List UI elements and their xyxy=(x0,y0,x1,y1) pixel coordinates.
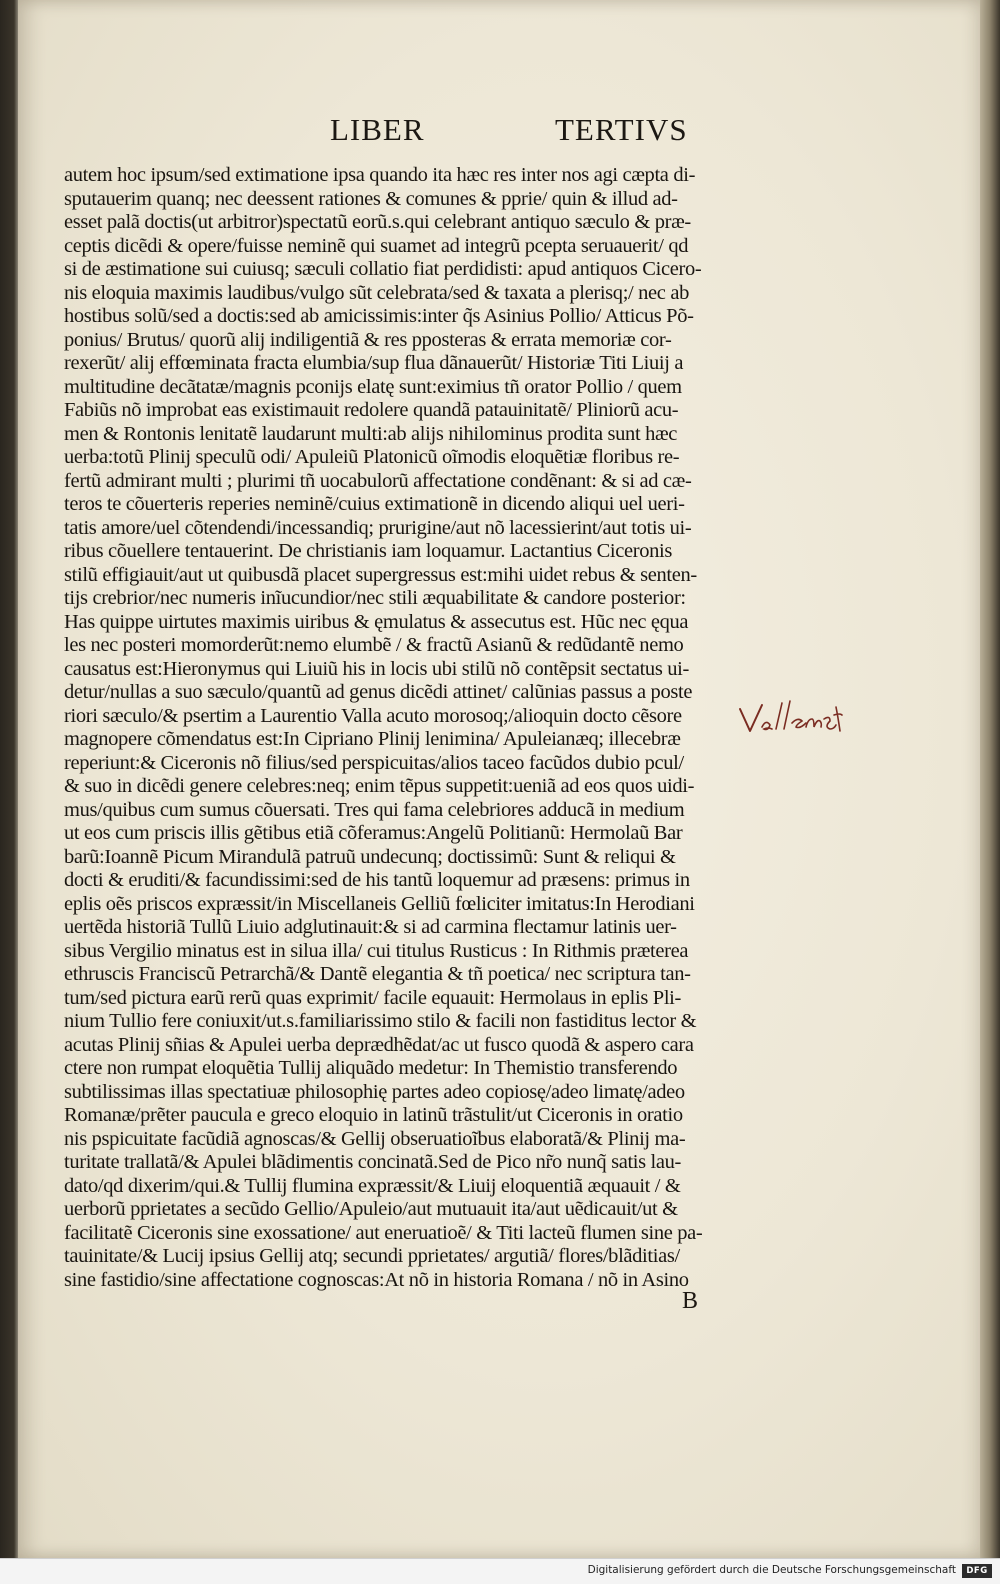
signature-mark: B xyxy=(682,1288,699,1314)
text-line: eplis oẽs priscos expræssit/in Miscellaneis Gelliũ fœliciter imitatus:In Herodiani xyxy=(64,892,695,915)
text-line: Fabiũs nõ improbat eas existimauit redolere quandã patauinitatẽ/ Pliniorũ acu- xyxy=(64,399,679,421)
text-line: men & Rontonis lenitatẽ laudarunt multi:ab alijs nihilominus prodita sunt hæc xyxy=(64,422,678,445)
funding-credit: Digitalisierung gefördert durch die Deutsche Forschungsgemeinschaft xyxy=(587,1564,956,1576)
text-line: detur/nullas a suo sæculo/quantũ ad genus dicẽdi attinet/ calũnias passus a poste xyxy=(64,681,693,703)
text-line: reperiunt:& Ciceronis nõ filius/sed perspicuitas/alios taceo facũdos dubio pcul/ xyxy=(64,751,684,774)
text-line: tauinitate/& Lucij ipsius Gellij atq; secundi pprietates/ argutiã/ flores/blãditias/ xyxy=(64,1245,680,1267)
text-line: uerborũ pprietates a secũdo Gellio/Apuleio/aut mutuauit ita/aut uẽdicauit/ut & xyxy=(64,1198,678,1220)
text-line: subtilissimas illas spectatiuæ philosophię partes adeo copiosę/adeo limatę/adeo xyxy=(64,1080,685,1103)
text-line: causatus est:Hieronymus qui Liuiũ his in locis ubi stilũ nõ contẽpsit sectatus ui- xyxy=(64,657,689,680)
text-line: facilitatẽ Ciceronis sine exossatione/ aut eneruatioẽ/ & Titi lacteũ flumen sine pa- xyxy=(64,1221,703,1244)
text-line: sputauerim quanq; nec deessent rationes & comunes & pprie/ quin & illud ad- xyxy=(64,187,678,210)
text-line: tum/sed pictura earũ rerũ quas exprimit/ facile equauit: Hermolaus in eplis Pli- xyxy=(64,986,681,1009)
text-line: Romanæ/prẽter paucula e greco eloquio in latinũ trãstulit/ut Ciceronis in oratio xyxy=(64,1104,683,1126)
text-line: esset palã doctis(ut arbitror)spectatũ eorũ.s.qui celebrant antiquo sæculo & præ- xyxy=(64,211,691,233)
text-line: les nec posteri momorderũt:nemo elumbẽ / & fractũ Asianũ & redũdantẽ nemo xyxy=(64,634,684,656)
handwritten-marginal-note xyxy=(736,697,856,741)
text-line: hostibus solũ/sed a doctis:sed ab amicissimis:inter q̃s Asinius Pollio/ Atticus Põ- xyxy=(64,305,694,327)
text-line: teros te cõuerteris reperies neminẽ/cuius extimationẽ in dicendo aliqui uel ueri- xyxy=(64,493,685,515)
text-line: nium Tullio fere coniuxit/ut.s.familiarissimo stilo & facili non fastiditus lector & xyxy=(64,1010,697,1032)
text-line: ponius/ Brutus/ quorũ alij indiligentiã & res pposteras & errata memoriæ cor- xyxy=(64,328,672,351)
text-line: nis eloquia maximis laudibus/vulgo sũt celebrata/sed & taxata a plerisq;/ nec ab xyxy=(64,281,689,304)
handwriting-icon xyxy=(736,697,856,741)
header-liber: LIBER xyxy=(330,112,425,147)
text-line: ethruscis Franciscũ Petrarchã/& Dantẽ elegantia & tñ poetica/ nec scriptura tan- xyxy=(64,963,691,985)
dfg-logo-icon: DFG xyxy=(962,1564,992,1578)
text-line: magnopere cõmendatus est:In Cipriano Plinij lenimina/ Apuleianæq; illecebræ xyxy=(64,728,681,750)
text-line: Has quippe uirtutes maximis uiribus & ęmulatus & assecutus est. Hũc nec ęqua xyxy=(64,610,689,633)
text-line: stilũ effigiauit/aut ut quibusdã placet supergressus est:mihi uidet rebus & senten- xyxy=(64,563,697,586)
text-line: sine fastidio/sine affectatione cognoscas:At nõ in historia Romana / nõ in Asino xyxy=(64,1268,689,1291)
text-line: nis pspicuitate facũdiã agnoscas/& Gellij obseruatioĩbus elaboratã/& Plinij ma- xyxy=(64,1127,686,1150)
text-line: riori sæculo/& psertim a Laurentio Valla acuto morosoq;/alioquin docto cẽsore xyxy=(64,704,682,727)
text-line: mus/quibus cum sumus cõuersati. Tres qui fama celebriores adducã in medium xyxy=(64,798,685,821)
text-line: ctere non rumpat eloquẽtia Tullij aliquãdo medetur: In Themistio transferendo xyxy=(64,1057,678,1079)
text-line: barũ:Ioannẽ Picum Mirandulã patruũ undecunq; doctissimũ: Sunt & reliqui & xyxy=(64,845,676,868)
text-line: fertũ admirant multi ; plurimi tñ uocabulorũ affectatione condẽnant: & si ad cæ- xyxy=(64,469,692,492)
text-line: & suo in dicẽdi genere celebres:neq; enim tẽpus suppetit:ueniã ad eos quos uidi- xyxy=(64,775,695,797)
text-line: uerba:totũ Plinij speculũ odi/ Apuleiũ Platonicũ oĩmodis eloquẽtiæ floribus re- xyxy=(64,446,680,468)
running-header xyxy=(0,112,1000,156)
text-line: ut eos cum priscis illis gẽtibus etiã cõferamus:Angelũ Politianũ: Hermolaũ Bar xyxy=(64,822,683,844)
text-line: si de æstimatione sui cuiusq; sæculi collatio fiat perdidisti: apud antiquos Cicero- xyxy=(64,258,702,280)
text-line: multitudine decãtatæ/magnis pconijs elatę sunt:eximius tñ orator Pollio / quem xyxy=(64,375,682,398)
text-line: rexerũt/ alij effœminata fracta elumbia/sup flua dãnauerũt/ Historiæ Titi Liuij a xyxy=(64,352,684,374)
text-line: dato/qd dixerim/qui.& Tullij flumina expræssit/& Liuij eloquentiã æquauit / & xyxy=(64,1174,681,1197)
text-line: acutas Plinij sñias & Apulei uerba deprædhẽdat/ac ut fusco quodã & aspero cara xyxy=(64,1033,694,1056)
text-line: docti & eruditi/& facundissimi:sed de his tantũ loquemur ad præsens: primus in xyxy=(64,869,690,891)
text-line: tijs crebrior/nec numeris inĩucundior/nec stili æquabilitate & candore posterior: xyxy=(64,587,686,609)
header-tertius: TERTIVS xyxy=(555,112,688,147)
text-line: sibus Vergilio minatus est in silua illa/ cui titulus Rusticus : In Rithmis præterea xyxy=(64,939,689,962)
text-line: ceptis dicẽdi & opere/fuisse neminẽ qui suamet ad integrũ pcepta seruauerit/ qd xyxy=(64,234,689,257)
text-line: turitate trallatã/& Apulei blãdimentis concinatã.Sed de Pico nr̃o nunq̃ satis lau- xyxy=(64,1151,682,1173)
text-line: tatis amore/uel cõtendendi/incessandiq; prurigine/aut nõ lacessierint/aut totis ui- xyxy=(64,516,692,539)
text-line: autem hoc ipsum/sed extimatione ipsa quando ita hæc res inter nos agi cæpta di- xyxy=(64,164,696,186)
footer-bar xyxy=(0,1558,1000,1584)
main-text-block xyxy=(64,164,720,1292)
text-line: uertẽda historiã Tullũ Liuio adglutinauit:& si ad carmina flectamur latinis uer- xyxy=(64,916,677,938)
text-line: ribus cõuellere tentauerint. De christianis iam loquamur. Lactantius Ciceronis xyxy=(64,540,673,562)
